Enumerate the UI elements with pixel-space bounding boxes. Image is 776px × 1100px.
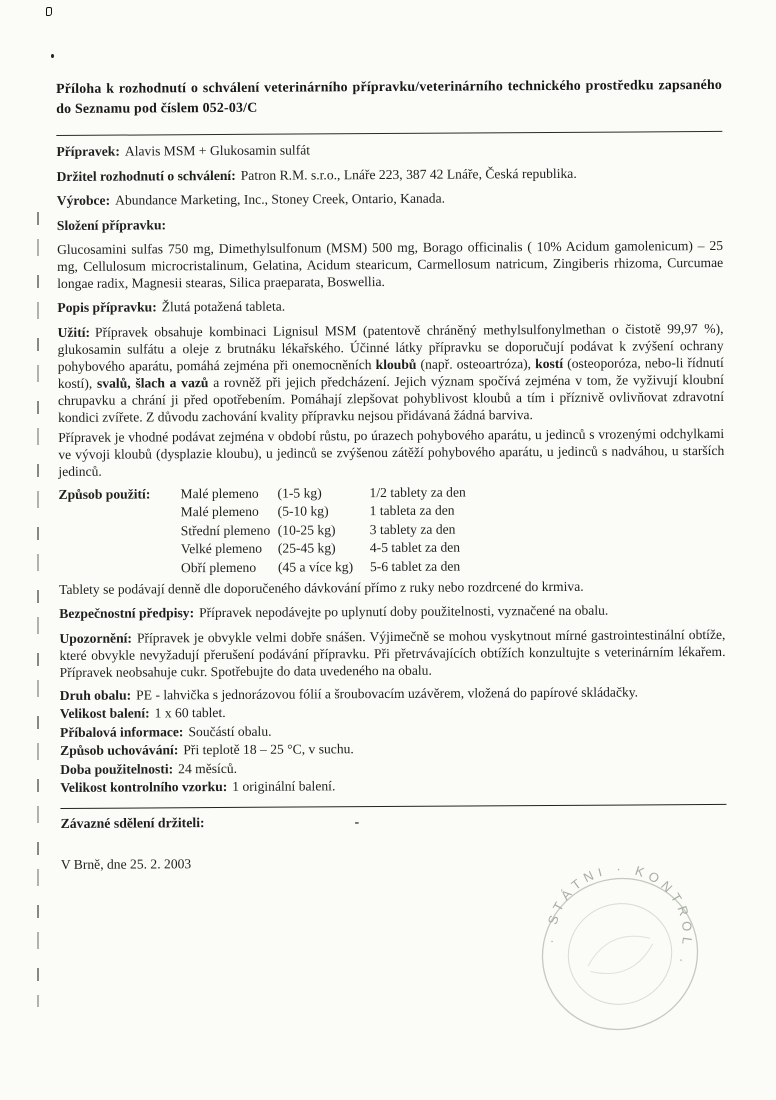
dosage-weight: (1-5 kg) xyxy=(277,484,322,501)
paragraph-tablety-note: Tablety se podávají denně dle doporučeného dávkování přímo z ruky nebo rozdrcené do krmiva. xyxy=(59,578,584,597)
field-value-doba: 24 měsíců. xyxy=(178,760,238,776)
paragraph-uziti xyxy=(57,319,724,425)
field-popis xyxy=(57,295,723,317)
field-bezpecnost xyxy=(59,601,725,623)
uziti-seg-7: a rovněž při jejich předcházení. Jejich význam spočívá zejména v tom, že vyživují kloubní chrupavku a chrání ji před opotřebením. Pomáhají zlepšovat pohyblivost kloubů a tím i příznivě ovlivňovat zdravotní kondici zvířete. Z důvodu zachování kvality přípravku nejsou přidávaná žádná barviva. xyxy=(57,371,724,425)
uziti-seg-3: (např. osteoartróza), xyxy=(416,355,536,372)
dosage-weight: (25-45 kg) xyxy=(277,540,336,556)
field-zavazne xyxy=(60,810,726,832)
uziti-seg-klouby: kloubů xyxy=(375,356,417,372)
field-value-drzitel: Patron R.M. s.r.o., Lnáře 223, 387 42 Lnáře, Česká republika. xyxy=(240,165,577,183)
field-label-uchovavani: Způsob uchovávání: xyxy=(60,742,179,758)
dosage-breed: Malé plemeno xyxy=(180,485,259,501)
field-vzorek xyxy=(60,775,726,797)
date-place-line: V Brně, dne 25. 2. 2003 xyxy=(60,855,192,872)
dosage-dose: 3 tablety za den xyxy=(369,521,456,537)
dosage-weight: (45 a více kg) xyxy=(277,558,354,575)
handwritten-dash: - xyxy=(354,813,360,829)
dosage-table xyxy=(58,481,725,578)
official-stamp xyxy=(514,851,726,1056)
field-value-pribalova: Součástí obalu. xyxy=(188,723,272,739)
dosage-breed: Velké plemeno xyxy=(180,540,263,557)
uziti-seg-svaly: svalů, šlach a vazů xyxy=(96,374,209,391)
field-label-doba: Doba použitelnosti: xyxy=(60,760,174,777)
field-label-zavazne: Závazné sdělení držiteli: xyxy=(60,814,205,831)
field-value-vzorek: 1 originální balení. xyxy=(232,778,336,794)
field-label-velikost-baleni: Velikost balení: xyxy=(59,705,150,721)
dosage-breed: Obří plemeno xyxy=(180,559,257,575)
field-value-bezpecnost: Přípravek nepodávejte po uplynutí doby použitelnosti, vyznačené na obalu. xyxy=(199,602,609,621)
field-label-druh-obalu: Druh obalu: xyxy=(59,687,132,703)
paragraph-slozeni: Glucosamini sulfas 750 mg, Dimethylsulfonum (MSM) 500 mg, Borago officinalis ( 10% Acidum gamolenicum) – 25 mg, Cellulosum microcristalinum, Gelatina, Acidum stearicum, Carmellosum natricum, Zingiberis rhizoma, Curcumae longae radix, Magnesii stearas, Silica praeparata, Boswellia. xyxy=(56,237,724,291)
dosage-weight: (10-25 kg) xyxy=(277,521,336,538)
uziti-seg-5: (osteoporóza, nebo-li řídnutí kostí), xyxy=(57,354,724,391)
field-value-popis: Žlutá potažená tableta. xyxy=(161,298,286,315)
field-label-uziti: Užití: xyxy=(57,324,91,340)
field-vyrobce xyxy=(57,188,723,210)
field-label-zpusob-pouziti: Způsob použití: xyxy=(58,485,151,502)
field-label-vzorek: Velikost kontrolního vzorku: xyxy=(60,778,228,795)
field-value-upozorneni: Přípravek je obvykle velmi dobře snášen. Výjimečně se mohou vyskytnout mírné gastrointestinální obtíže, které obvykle nevyžadují přerušení podávání přípravku. Při přetrvávajících obtížích konzultujte s veterinárním lékařem. Přípravek neobsahuje cukr. Spotřebujte do data uvedeného na obalu. xyxy=(59,626,726,680)
field-pripravek xyxy=(56,139,722,161)
field-label-vyrobce: Výrobce: xyxy=(56,192,111,208)
field-label-drzitel: Držitel rozhodnutí o schválení: xyxy=(56,167,236,184)
horizontal-rule-top xyxy=(56,131,722,136)
dosage-dose: 4-5 tablet za den xyxy=(369,539,461,556)
field-value-pripravek: Alavis MSM + Glukosamin sulfát xyxy=(124,142,311,159)
uziti-seg-1: Přípravek obsahuje kombinaci Lignisul MSM (patentově chráněný methylsulfonylmethan o čistotě 99,97 %), glukosamin sulfátu a oleje z brutnáku lékařského. Účinné látky přípravku se doporučují podávat k zvýšení ochrany pohybového aparátu, pomáhá zejména při onemocněních xyxy=(57,320,724,374)
stamp-inner-ring xyxy=(552,887,688,1021)
scan-artifact-left-line xyxy=(37,212,39,1007)
packaging-fields xyxy=(60,682,727,796)
field-label-pripravek: Přípravek: xyxy=(56,143,120,159)
field-value-vyrobce: Abundance Marketing, Inc., Stoney Creek, Ontario, Kanada. xyxy=(115,190,446,208)
heading-slozeni: Složení přípravku: xyxy=(56,216,167,233)
field-value-druh-obalu: PE - lahvička s jednorázovou fólií a šroubovacím uzávěrem, vložená do papírové skládačky. xyxy=(136,683,639,703)
field-label-pribalova: Příbalová informace: xyxy=(59,723,184,740)
dosage-breed: Střední plemeno xyxy=(180,522,271,538)
stamp-ring-text: · STÁTNÍ · KONTROL · xyxy=(543,861,696,971)
dosage-dose: 1/2 tablety za den xyxy=(369,484,466,500)
document-header: Příloha k rozhodnutí o schválení veterinárního přípravku/veterinárního technického prostředku zapsaného do Seznamu pod číslem 052-03/C xyxy=(56,77,723,117)
scan-artifact-dot xyxy=(51,54,54,58)
dosage-dose: 1 tableta za den xyxy=(369,502,455,519)
paragraph-upozorneni xyxy=(59,625,725,680)
dosage-breed: Malé plemeno xyxy=(180,503,259,520)
field-value-uchovavani: Při teplotě 18 – 25 °C, v suchu. xyxy=(183,741,354,758)
dosage-weight: (5-10 kg) xyxy=(277,503,329,519)
field-label-popis: Popis přípravku: xyxy=(57,299,157,315)
field-value-velikost-baleni: 1 x 60 tablet. xyxy=(154,704,226,721)
stamp-emblem xyxy=(583,926,658,983)
field-label-bezpecnost: Bezpečnostní předpisy: xyxy=(59,605,195,621)
uziti-seg-kosti: kostí xyxy=(535,355,564,371)
scan-artifact-mark xyxy=(46,7,52,16)
dosage-dose: 5-6 tablet za den xyxy=(369,558,461,574)
document-content xyxy=(56,76,727,873)
field-label-upozorneni: Upozornění: xyxy=(59,630,132,646)
field-drzitel xyxy=(57,163,723,185)
paragraph-uziti-2: Přípravek je vhodné podávat zejména v období růstu, po úrazech pohybového aparátu, u jedinců s vrozenými odchylkami ve vývoji kloubů (dysplazie kloubu), u jedinců se zvýšenou zátěží pohybového aparátu, u jedinců s nadváhou, u starších jedinců. xyxy=(58,425,725,479)
horizontal-rule-bottom xyxy=(60,803,726,808)
